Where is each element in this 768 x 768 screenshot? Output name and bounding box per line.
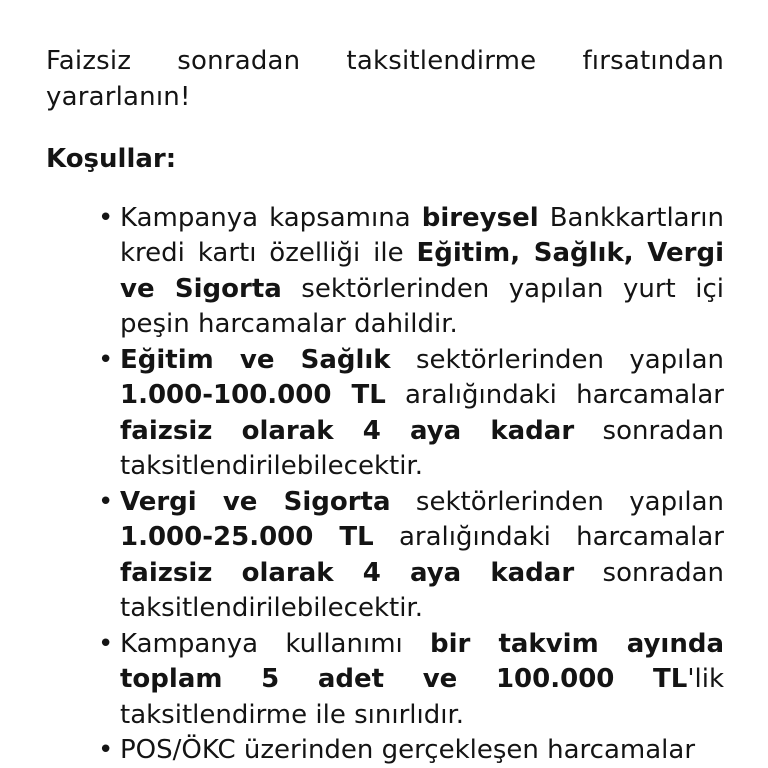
condition-text-bold: faizsiz olarak 4 aya kadar: [120, 557, 575, 588]
bullet-icon: •: [98, 202, 114, 233]
bullet-icon: •: [98, 628, 114, 659]
condition-text: sektörlerinden yapılan: [390, 486, 724, 517]
bullet-icon: •: [98, 735, 114, 765]
condition-text-bold: faizsiz olarak 4 aya kadar: [120, 415, 575, 446]
condition-item: [98, 485, 725, 627]
condition-item: [98, 627, 725, 734]
condition-text: Bankkartların kredi kartı özelliği ile: [120, 202, 724, 268]
condition-item: [98, 733, 724, 768]
condition-text: Kampanya kapsamına: [120, 202, 422, 233]
condition-text-bold: bir takvim ayında toplam 5 adet ve 100.000 TL: [120, 628, 725, 694]
campaign-terms-content: [46, 44, 724, 768]
condition-text: aralığındaki harcamalar: [385, 380, 724, 410]
conditions-list: [46, 201, 724, 768]
condition-text: sonradan taksitlendirilebilecektir.: [120, 557, 725, 623]
condition-item: [98, 343, 725, 485]
conditions-heading: Koşullar:: [46, 144, 177, 174]
condition-text: aralığındaki harcamalar: [373, 522, 724, 552]
condition-text: POS/ÖKC üzerinden gerçekleşen harcamalar: [120, 735, 696, 765]
condition-text-bold: Eğitim, Sağlık, Vergi ve Sigorta: [120, 238, 724, 304]
condition-text: sektörlerinden yapılan: [390, 344, 724, 375]
condition-text: sonradan taksitlendirilebilecektir.: [120, 415, 725, 481]
condition-text: sektörlerinden yapılan yurt içi peşin harcamalar dahildir.: [120, 273, 724, 339]
condition-text: 'lik taksitlendirme ile sınırlıdır.: [120, 664, 724, 730]
condition-text-bold: bireysel: [421, 202, 539, 233]
condition-text-bold: 1.000-100.000 TL: [120, 380, 386, 410]
condition-text-bold: Vergi ve Sigorta: [120, 486, 391, 517]
condition-item: [98, 201, 724, 343]
condition-text: Kampanya kullanımı: [120, 628, 431, 659]
condition-text-bold: 1.000-25.000 TL: [120, 522, 374, 552]
bullet-icon: •: [98, 344, 114, 375]
bullet-icon: •: [98, 486, 114, 517]
condition-text-bold: Eğitim ve Sağlık: [120, 344, 391, 375]
intro-text: Faizsiz sonradan taksitlendirme fırsatından yararlanın!: [46, 46, 724, 112]
